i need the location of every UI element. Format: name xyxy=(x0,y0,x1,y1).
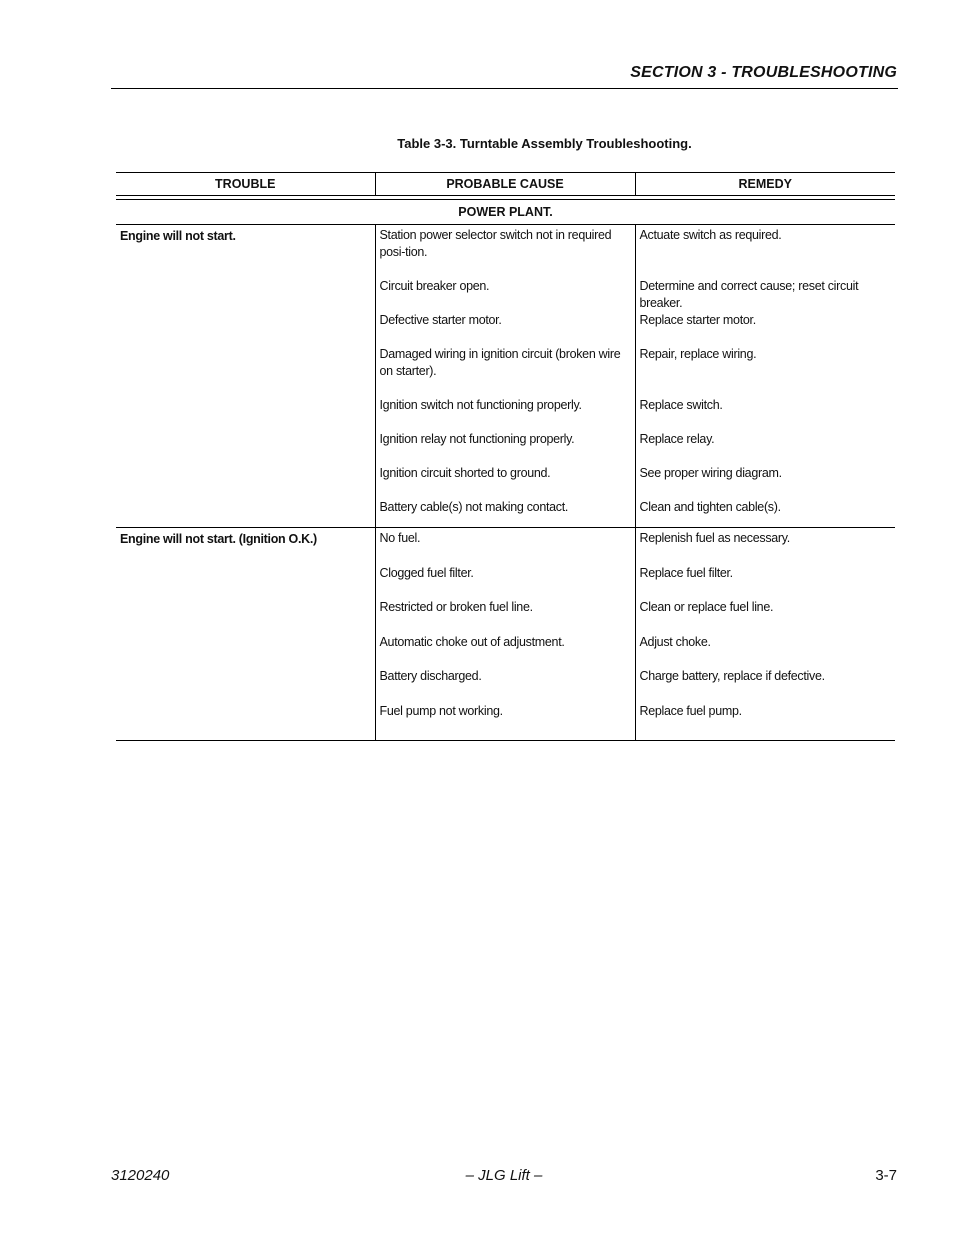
column-header-trouble: TROUBLE xyxy=(116,173,375,196)
trouble-text: Engine will not start. xyxy=(120,229,236,243)
cause-item: Ignition relay not functioning properly. xyxy=(379,432,575,446)
remedy-item: Replace relay. xyxy=(639,432,715,446)
remedy-item: Clean or replace fuel line. xyxy=(639,600,774,614)
header-divider xyxy=(111,88,898,89)
cause-item: Ignition switch not functioning properly. xyxy=(379,398,582,412)
cause-item: Battery cable(s) not making contact. xyxy=(379,500,569,514)
remedy-item: Adjust choke. xyxy=(639,634,711,649)
section-label: POWER PLANT. xyxy=(116,200,895,225)
column-header-remedy: REMEDY xyxy=(635,173,895,196)
trouble-cell xyxy=(116,528,375,741)
cause-item: Fuel pump not working. xyxy=(379,703,503,718)
remedy-item: Replace switch. xyxy=(639,398,723,412)
page-number: 3-7 xyxy=(875,1167,897,1184)
trouble-cell xyxy=(116,225,375,528)
cause-item: Battery discharged. xyxy=(379,669,482,683)
remedy-item: Determine and correct cause; reset circuit breaker. xyxy=(639,279,859,310)
table-title: Table 3-3. Turntable Assembly Troubleshooting. xyxy=(397,136,692,151)
remedy-item: Replace starter motor. xyxy=(639,313,756,327)
remedy-item: Charge battery, replace if defective. xyxy=(639,669,825,683)
section-title: SECTION 3 - TROUBLESHOOTING xyxy=(630,64,897,81)
cause-cell xyxy=(375,225,635,528)
cause-item: Defective starter motor. xyxy=(379,313,502,327)
remedy-item: Repair, replace wiring. xyxy=(639,347,757,361)
remedy-item: See proper wiring diagram. xyxy=(639,466,782,480)
section-row xyxy=(116,200,895,225)
document-number: 3120240 xyxy=(111,1167,170,1184)
table-header-row xyxy=(116,173,895,196)
table-row xyxy=(116,225,895,528)
cause-item: Circuit breaker open. xyxy=(379,279,490,293)
cause-item: Ignition circuit shorted to ground. xyxy=(379,466,551,480)
remedy-cell xyxy=(635,528,895,741)
cause-item: Clogged fuel filter. xyxy=(379,565,474,580)
remedy-item: Replace fuel pump. xyxy=(639,703,742,718)
cause-cell xyxy=(375,528,635,741)
cause-item: Automatic choke out of adjustment. xyxy=(379,634,565,649)
footer-publisher: – JLG Lift – xyxy=(465,1167,543,1184)
cause-item: Damaged wiring in ignition circuit (broken wire on starter). xyxy=(379,347,621,378)
trouble-text: Engine will not start. (Ignition O.K.) xyxy=(120,532,317,546)
remedy-item: Clean and tighten cable(s). xyxy=(639,500,781,514)
column-header-probable-cause: PROBABLE CAUSE xyxy=(375,173,635,196)
troubleshooting-table xyxy=(116,172,895,741)
cause-item: Restricted or broken fuel line. xyxy=(379,600,533,614)
remedy-cell xyxy=(635,225,895,528)
cause-item: No fuel. xyxy=(379,531,421,545)
table-row xyxy=(116,528,895,741)
cause-item: Station power selector switch not in required posi-tion. xyxy=(379,228,612,259)
remedy-item: Replace fuel filter. xyxy=(639,565,733,580)
remedy-item: Replenish fuel as necessary. xyxy=(639,531,790,545)
remedy-item: Actuate switch as required. xyxy=(639,228,782,242)
